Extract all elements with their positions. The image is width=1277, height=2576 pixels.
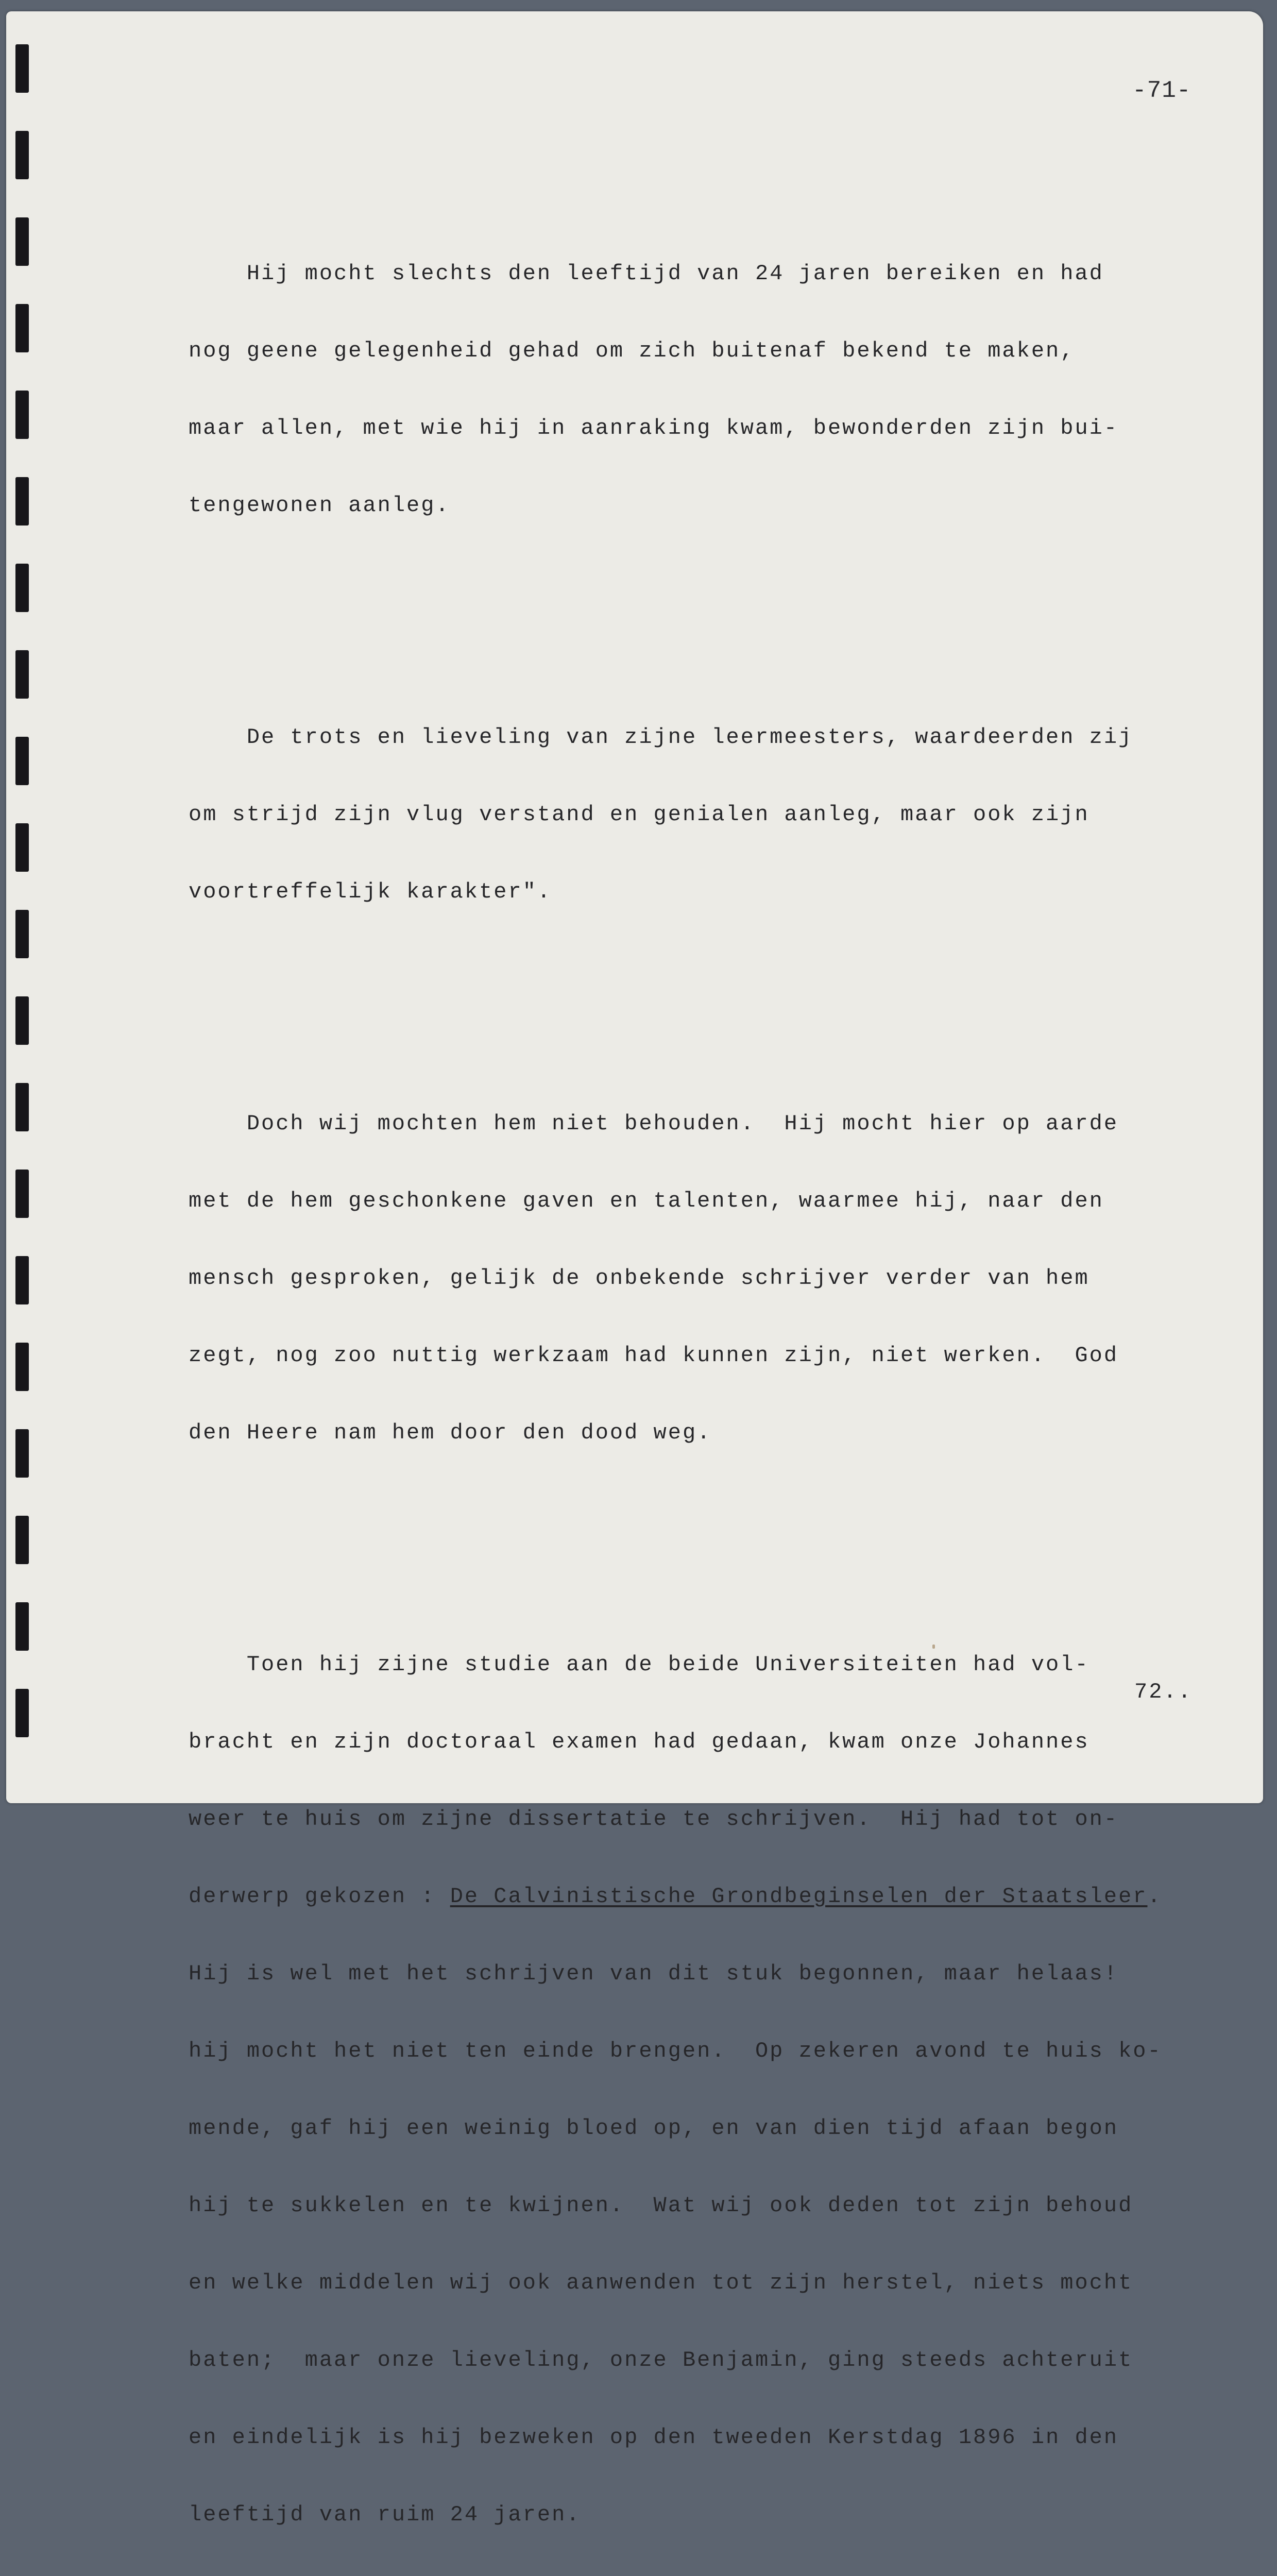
paragraph <box>189 1059 1250 1497</box>
text-line: Hij mocht slechts den leeftijd van 24 jaren bereiken en had <box>189 261 1104 286</box>
text-line: en welke middelen wij ook aanwenden tot zijn herstel, niets mocht <box>189 2270 1133 2295</box>
binding-hole <box>15 1256 29 1304</box>
text-line: voortreffelijk karakter". <box>189 879 552 904</box>
paragraph <box>189 209 1250 570</box>
paragraph <box>189 1600 1250 2576</box>
binding-holes <box>15 11 31 1803</box>
binding-hole <box>15 1343 29 1391</box>
text-fragment: derwerp gekozen : <box>189 1884 450 1909</box>
text-line: De trots en lieveling van zijne leermeesters, waardeerden zij <box>189 725 1133 750</box>
next-page-reference: 72.. <box>1134 1680 1193 1704</box>
binding-hole <box>15 564 29 612</box>
text-line: weer te huis om zijne dissertatie te schrijven. Hij had tot on- <box>189 1807 1119 1832</box>
paragraph <box>189 673 1250 956</box>
binding-hole <box>15 1689 29 1737</box>
binding-hole <box>15 1429 29 1478</box>
text-line: baten; maar onze lieveling, onze Benjamin, ging steeds achteruit <box>189 2348 1133 2372</box>
text-line: om strijd zijn vlug verstand en genialen aanleg, maar ook zijn <box>189 802 1089 827</box>
text-line: zegt, nog zoo nuttig werkzaam had kunnen zijn, niet werken. God <box>189 1343 1119 1368</box>
binding-hole <box>15 1170 29 1218</box>
text-line: leeftijd van ruim 24 jaren. <box>189 2502 581 2527</box>
text-line: bracht en zijn doctoraal examen had gedaan, kwam onze Johannes <box>189 1730 1089 1754</box>
document-page <box>6 11 1263 2527</box>
text-line: mende, gaf hij een weinig bloed op, en van dien tijd afaan begon <box>189 2116 1119 2141</box>
binding-hole <box>15 44 29 93</box>
binding-hole <box>15 304 29 352</box>
binding-hole <box>15 996 29 1045</box>
text-line: hij mocht het niet ten einde brengen. Op zekeren avond te huis ko- <box>189 2039 1162 2063</box>
text-line-with-title <box>189 1884 1250 1909</box>
binding-hole <box>15 823 29 872</box>
page-number: -71- <box>1132 77 1191 104</box>
text-line: Doch wij mochten hem niet behouden. Hij mocht hier op aarde <box>189 1111 1119 1136</box>
body-text <box>189 132 1250 2576</box>
text-line: en eindelijk is hij bezweken op den tweeden Kerstdag 1896 in den <box>189 2425 1119 2450</box>
text-line: mensch gesproken, gelijk de onbekende schrijver verder van hem <box>189 1266 1089 1291</box>
text-line: Toen hij zijne studie aan de beide Universiteiten had vol- <box>189 1652 1089 1677</box>
binding-hole <box>15 217 29 266</box>
binding-hole <box>15 910 29 958</box>
text-line: nog geene gelegenheid gehad om zich buitenaf bekend te maken, <box>189 338 1075 363</box>
binding-hole <box>15 391 29 439</box>
text-line: hij te sukkelen en te kwijnen. Wat wij ook deden tot zijn behoud <box>189 2193 1133 2218</box>
binding-hole <box>15 131 29 179</box>
binding-hole <box>15 1602 29 1651</box>
binding-hole <box>15 737 29 785</box>
text-line: met de hem geschonkene gaven en talenten, waarmee hij, naar den <box>189 1189 1104 1213</box>
binding-hole <box>15 1083 29 1131</box>
text-line: maar allen, met wie hij in aanraking kwam, bewonderden zijn bui- <box>189 416 1119 440</box>
text-line: tengewonen aanleg. <box>189 493 450 518</box>
binding-hole <box>15 1516 29 1564</box>
text-fragment: . <box>1147 1884 1162 1909</box>
text-line: den Heere nam hem door den dood weg. <box>189 1420 712 1445</box>
paper-speck <box>932 1645 935 1649</box>
binding-hole <box>15 650 29 699</box>
dissertation-title: De Calvinistische Grondbeginselen der Staatsleer <box>450 1884 1148 1909</box>
binding-hole <box>15 477 29 526</box>
text-line: Hij is wel met het schrijven van dit stuk begonnen, maar helaas! <box>189 1961 1119 1986</box>
